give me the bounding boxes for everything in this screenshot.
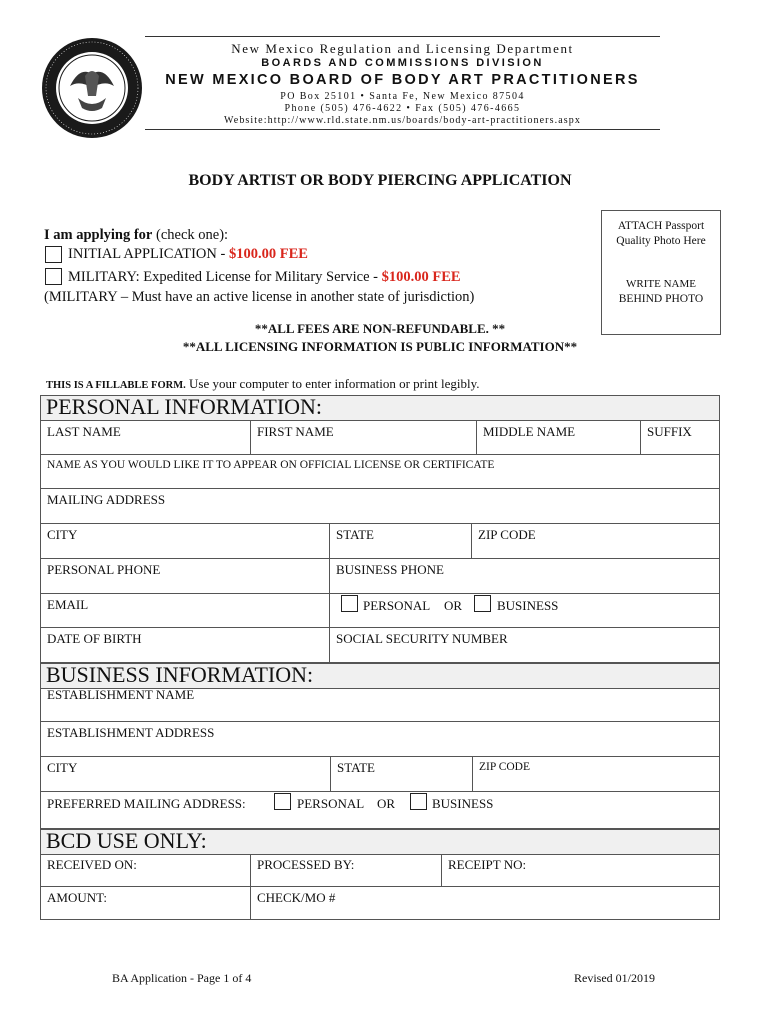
division-name: BOARDS AND COMMISSIONS DIVISION bbox=[261, 57, 544, 69]
photo-line-4: BEHIND PHOTO bbox=[618, 293, 704, 305]
dob-ssn-row bbox=[40, 628, 720, 663]
business-phone-label: BUSINESS PHONE bbox=[336, 562, 444, 577]
bcd-row-1 bbox=[40, 854, 720, 887]
fillable-notice bbox=[46, 376, 480, 392]
middle-name-field[interactable] bbox=[477, 421, 641, 454]
establishment-address-row bbox=[40, 722, 720, 757]
preferred-mailing-cell bbox=[41, 792, 719, 828]
ssn-label: SOCIAL SECURITY NUMBER bbox=[336, 631, 508, 646]
email-personal-label: PERSONAL bbox=[363, 598, 431, 613]
header-bottom-rule bbox=[145, 129, 660, 130]
photo-line-1: ATTACH Passport bbox=[617, 220, 705, 232]
processed-by-field[interactable] bbox=[251, 854, 442, 886]
preferred-mailing-label: PREFERRED MAILING ADDRESS: bbox=[47, 796, 246, 811]
license-name-field[interactable] bbox=[41, 455, 719, 488]
check-mo-field[interactable] bbox=[251, 887, 719, 919]
military-note: (MILITARY – Must have an active license in another state of jurisdiction) bbox=[44, 289, 475, 305]
license-name-label: NAME AS YOU WOULD LIKE IT TO APPEAR ON OFFICIAL LICENSE OR CERTIFICATE bbox=[47, 459, 495, 471]
applying-prompt bbox=[44, 227, 228, 244]
establishment-name-label: ESTABLISHMENT NAME bbox=[47, 687, 195, 702]
applying-prompt-bold: I am applying for bbox=[44, 227, 153, 243]
email-or-label: OR bbox=[444, 598, 463, 613]
footer-revised: Revised 01/2019 bbox=[574, 971, 655, 985]
board-phone-fax: Phone (505) 476-4622 • Fax (505) 476-4665 bbox=[284, 103, 521, 114]
business-heading: BUSINESS INFORMATION: bbox=[46, 662, 314, 687]
form-title: BODY ARTIST OR BODY PIERCING APPLICATION bbox=[188, 172, 572, 189]
bcd-row-2 bbox=[40, 887, 720, 920]
footer-page-number: BA Application - Page 1 of 4 bbox=[112, 971, 252, 985]
department-name: New Mexico Regulation and Licensing Department bbox=[231, 41, 574, 56]
fillable-notice-bold: THIS IS A FILLABLE FORM. bbox=[46, 380, 186, 391]
fillable-notice-rest: Use your computer to enter information or print legibly. bbox=[185, 376, 480, 391]
phone-row bbox=[40, 559, 720, 594]
initial-application-label: INITIAL APPLICATION - bbox=[68, 246, 229, 262]
check-mo-label: CHECK/MO # bbox=[257, 890, 336, 905]
establishment-address-field[interactable] bbox=[41, 722, 719, 756]
board-address: PO Box 25101 • Santa Fe, New Mexico 87504 bbox=[280, 91, 525, 102]
military-option bbox=[68, 269, 461, 286]
preferred-personal-checkbox[interactable] bbox=[274, 793, 291, 810]
mailing-address-row bbox=[40, 489, 720, 524]
email-field[interactable] bbox=[41, 594, 330, 627]
public-info-notice: **ALL LICENSING INFORMATION IS PUBLIC INFORMATION** bbox=[182, 339, 578, 354]
military-fee: $100.00 FEE bbox=[381, 269, 461, 285]
bcd-section-header bbox=[40, 829, 720, 855]
dob-label: DATE OF BIRTH bbox=[47, 631, 142, 646]
dob-field[interactable] bbox=[41, 628, 330, 662]
nonrefundable-notice: **ALL FEES ARE NON-REFUNDABLE. ** bbox=[254, 321, 506, 336]
city-state-zip-row bbox=[40, 524, 720, 559]
personal-heading: PERSONAL INFORMATION: bbox=[46, 394, 323, 419]
board-name: NEW MEXICO BOARD OF BODY ART PRACTITIONERS bbox=[165, 72, 640, 88]
middle-name-label: MIDDLE NAME bbox=[483, 424, 576, 439]
header-top-rule bbox=[145, 36, 660, 37]
military-label: MILITARY: Expedited License for Military Service - bbox=[68, 269, 382, 285]
personal-section-header bbox=[40, 395, 720, 421]
initial-fee: $100.00 FEE bbox=[228, 246, 308, 262]
last-name-field[interactable] bbox=[41, 421, 251, 454]
suffix-field[interactable] bbox=[641, 421, 719, 454]
business-state-label: STATE bbox=[337, 760, 375, 775]
initial-application-checkbox[interactable] bbox=[45, 246, 62, 263]
preferred-business-label: BUSINESS bbox=[432, 796, 494, 811]
photo-line-3: WRITE NAME bbox=[626, 278, 696, 290]
state-field[interactable] bbox=[330, 524, 472, 558]
email-business-checkbox[interactable] bbox=[474, 595, 491, 612]
state-label: STATE bbox=[336, 527, 374, 542]
state-seal-logo bbox=[40, 36, 144, 140]
preferred-or-label: OR bbox=[377, 796, 396, 811]
personal-phone-label: PERSONAL PHONE bbox=[47, 562, 161, 577]
initial-application-option bbox=[68, 246, 308, 263]
business-phone-field[interactable] bbox=[330, 559, 719, 593]
preferred-business-checkbox[interactable] bbox=[410, 793, 427, 810]
business-city-field[interactable] bbox=[41, 757, 331, 791]
received-on-field[interactable] bbox=[41, 854, 251, 886]
city-label: CITY bbox=[47, 527, 78, 542]
board-website[interactable]: Website:http://www.rld.state.nm.us/boards/body-art-practitioners.aspx bbox=[224, 115, 581, 126]
business-city-row bbox=[40, 757, 720, 792]
city-field[interactable] bbox=[41, 524, 330, 558]
preferred-personal-label: PERSONAL bbox=[297, 796, 365, 811]
business-zip-label: ZIP CODE bbox=[479, 761, 531, 773]
last-name-label: LAST NAME bbox=[47, 424, 121, 439]
mailing-address-field[interactable] bbox=[41, 489, 719, 523]
applying-prompt-rest: (check one): bbox=[152, 227, 229, 243]
military-checkbox[interactable] bbox=[45, 268, 62, 285]
license-name-row bbox=[40, 455, 720, 489]
business-section-header bbox=[40, 663, 720, 689]
name-row bbox=[40, 421, 720, 455]
establishment-name-row bbox=[40, 688, 720, 722]
email-personal-checkbox[interactable] bbox=[341, 595, 358, 612]
suffix-label: SUFFIX bbox=[647, 424, 692, 439]
email-label: EMAIL bbox=[47, 597, 89, 612]
email-business-label: BUSINESS bbox=[497, 598, 559, 613]
business-state-field[interactable] bbox=[331, 757, 473, 791]
email-type-cell bbox=[330, 594, 719, 627]
personal-phone-field[interactable] bbox=[41, 559, 330, 593]
establishment-name-field[interactable] bbox=[41, 688, 719, 721]
processed-by-label: PROCESSED BY: bbox=[257, 857, 355, 872]
email-row bbox=[40, 594, 720, 628]
business-city-label: CITY bbox=[47, 760, 78, 775]
amount-label: AMOUNT: bbox=[47, 890, 108, 905]
zip-field[interactable] bbox=[472, 524, 719, 558]
establishment-address-label: ESTABLISHMENT ADDRESS bbox=[47, 725, 215, 740]
preferred-mailing-row bbox=[40, 792, 720, 829]
photo-line-2: Quality Photo Here bbox=[616, 235, 706, 247]
zip-label: ZIP CODE bbox=[478, 527, 536, 542]
amount-field[interactable] bbox=[41, 887, 251, 919]
first-name-label: FIRST NAME bbox=[257, 424, 334, 439]
business-zip-field[interactable] bbox=[473, 757, 719, 791]
ssn-field[interactable] bbox=[330, 628, 719, 662]
first-name-field[interactable] bbox=[251, 421, 477, 454]
received-on-label: RECEIVED ON: bbox=[47, 857, 137, 872]
photo-attach-box bbox=[601, 210, 721, 335]
receipt-no-field[interactable] bbox=[442, 854, 719, 886]
bcd-heading: BCD USE ONLY: bbox=[46, 828, 207, 853]
receipt-no-label: RECEIPT NO: bbox=[448, 857, 527, 872]
mailing-address-label: MAILING ADDRESS bbox=[47, 492, 166, 507]
